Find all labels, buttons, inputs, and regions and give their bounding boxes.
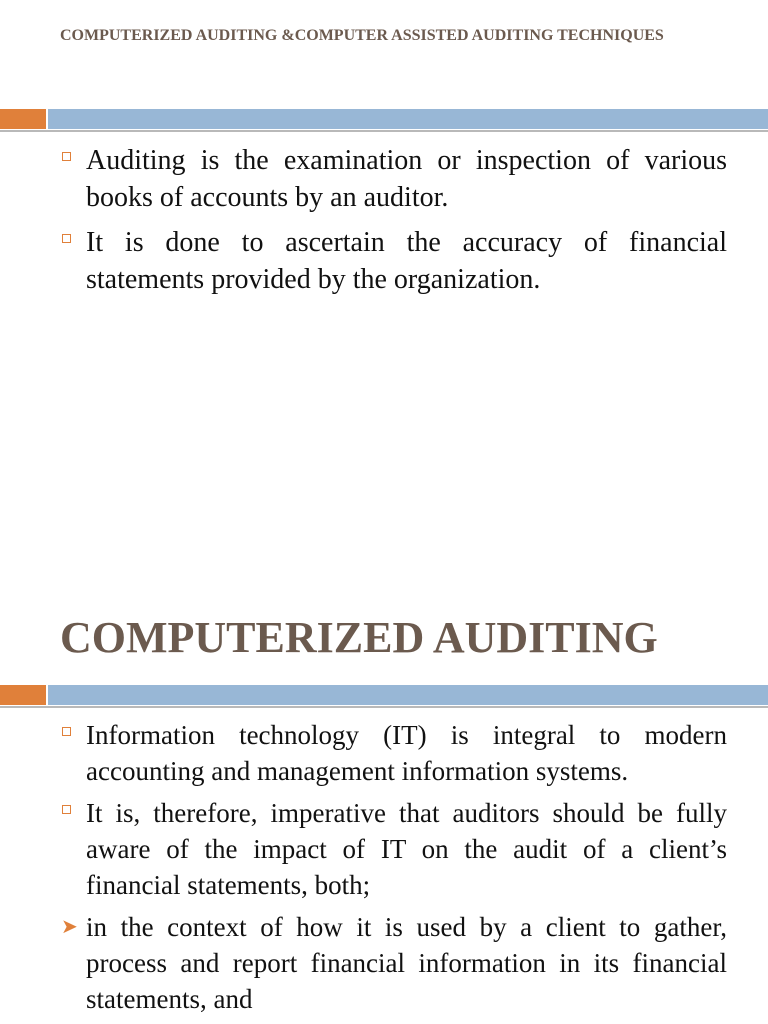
slide-2 xyxy=(0,576,768,1024)
list-item xyxy=(60,224,727,298)
orange-accent-block xyxy=(0,685,46,705)
square-bullet-icon xyxy=(62,727,71,736)
blue-accent-band xyxy=(48,109,768,129)
divider-line xyxy=(0,130,768,132)
list-item xyxy=(60,717,727,789)
orange-accent-block xyxy=(0,109,46,129)
divider-line xyxy=(0,706,768,708)
blue-accent-band xyxy=(48,685,768,705)
bullet-text: in the context of how it is used by a client to gather, process and report financial information in its financial statements, and xyxy=(86,912,727,1014)
bullet-text: Information technology (IT) is integral to modern accounting and management information systems. xyxy=(86,720,727,786)
bullet-text: It is, therefore, imperative that auditors should be fully aware of the impact of IT on the audit of a client’s financial statements, both; xyxy=(86,798,727,900)
slide-2-header-bar xyxy=(0,683,768,709)
slide-1-bullet-list xyxy=(60,142,727,306)
list-item xyxy=(60,795,727,903)
list-item xyxy=(60,909,727,1017)
slide-2-title: COMPUTERIZED AUDITING xyxy=(60,613,658,662)
square-bullet-icon xyxy=(62,805,71,814)
arrow-bullet-icon: ➤ xyxy=(61,914,78,938)
slide-1-title: COMPUTERIZED AUDITING &COMPUTER ASSISTED AUDITING TECHNIQUES xyxy=(60,27,664,44)
slide-2-bullet-list xyxy=(60,717,727,1023)
list-item xyxy=(60,142,727,216)
bullet-text: It is done to ascertain the accuracy of financial statements provided by the organization. xyxy=(86,227,727,295)
bullet-text: Auditing is the examination or inspection of various books of accounts by an auditor. xyxy=(86,145,727,213)
square-bullet-icon xyxy=(62,152,71,161)
square-bullet-icon xyxy=(62,234,71,243)
slide-1-header-bar xyxy=(0,107,768,133)
